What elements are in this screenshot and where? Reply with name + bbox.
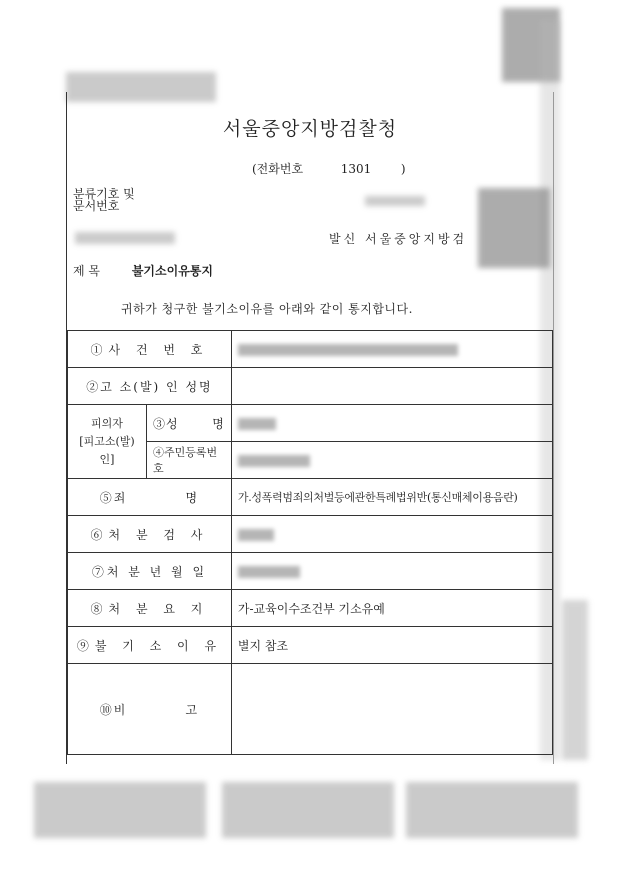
notice-table <box>67 330 553 755</box>
subject-value: 불기소이유통지 <box>131 264 213 278</box>
classification-label-line1: 분류기호 및 <box>73 187 135 201</box>
classification-label-line2: 문서번호 <box>73 199 120 213</box>
suspect-group-line2: [피고소(발)인] <box>79 434 135 466</box>
table-row <box>68 664 553 755</box>
intro-text: 귀하가 청구한 불기소이유를 아래와 같이 통지합니다. <box>121 302 413 316</box>
tel-close: ) <box>400 162 406 176</box>
table-row <box>68 331 553 368</box>
redaction-footer-2 <box>222 782 394 838</box>
crime-value: 가.성폭력범죄의처벌등에관한특례법위반(통신매체이용음란) <box>231 479 552 516</box>
classification-label <box>73 188 135 212</box>
table-row <box>68 405 553 442</box>
redaction-footer-1 <box>34 782 206 838</box>
suspect-group-line1: 피의자 <box>91 416 123 430</box>
redaction-recipient <box>75 232 175 244</box>
name-value <box>231 405 552 442</box>
table-row <box>68 516 553 553</box>
table-row <box>68 553 553 590</box>
date-value <box>231 553 552 590</box>
subject-label: 제 목 <box>73 264 100 278</box>
remarks-label: ⑩비 고 <box>68 664 232 755</box>
subject-line <box>73 262 213 279</box>
redaction-margin-right <box>562 600 588 760</box>
table-row <box>68 479 553 516</box>
resident-number-label: ④주민등록번호 <box>147 442 232 479</box>
case-number-value <box>231 331 552 368</box>
table-row <box>68 368 553 405</box>
tel-number: 1301 <box>340 162 372 176</box>
redaction-doc-number <box>365 196 425 206</box>
resident-number-value <box>231 442 552 479</box>
date-label: ⑦처 분 년 월 일 <box>68 553 232 590</box>
document-title: 서울중앙지방검찰청 <box>222 118 398 140</box>
reason-label: ⑨불 기 소 이 유 <box>68 627 232 664</box>
prosecutor-value <box>231 516 552 553</box>
name-label: ③성 명 <box>147 405 232 442</box>
complainant-label: ②고 소(발) 인 성명 <box>68 368 232 405</box>
crime-label: ⑤죄 명 <box>68 479 232 516</box>
tel-label: (전화번호 <box>252 162 304 176</box>
case-number-label: ①사 건 번 호 <box>68 331 232 368</box>
official-document <box>66 92 554 764</box>
reason-value: 별지 참조 <box>231 627 552 664</box>
suspect-group-label <box>68 405 147 479</box>
disposition-value: 가-교육이수조건부 기소유예 <box>231 590 552 627</box>
telephone-line <box>252 160 406 177</box>
table-row <box>68 590 553 627</box>
remarks-value <box>231 664 552 755</box>
complainant-value <box>231 368 552 405</box>
disposition-label: ⑧처 분 요 지 <box>68 590 232 627</box>
sender-line: 발신 서울중앙지방검 <box>329 232 468 246</box>
redaction-footer-3 <box>406 782 578 838</box>
table-row <box>68 627 553 664</box>
prosecutor-label: ⑥처 분 검 사 <box>68 516 232 553</box>
